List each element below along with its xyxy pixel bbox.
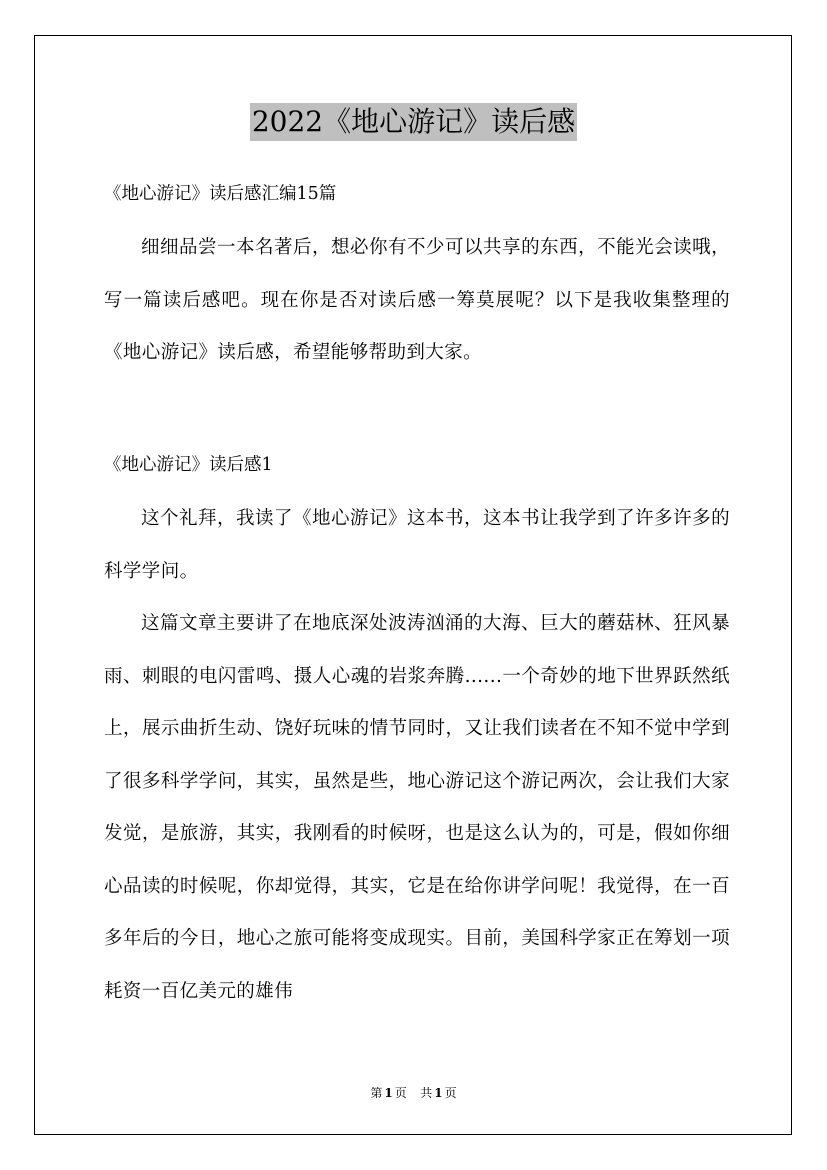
document-title: 2022《地心游记》读后感 [250,103,577,141]
section-1-paragraph-1: 这个礼拜，我读了《地心游记》这本书，这本书让我学到了许多许多的科学学问。 [104,508,730,582]
footer-total-number: 1 [434,1086,443,1100]
collection-heading: 《地心游记》读后感汇编15篇 [104,184,337,204]
footer-total-prefix: 共 [420,1086,433,1100]
footer-page-suffix: 页 [394,1086,407,1100]
intro-paragraph: 细细品尝一本名著后，想必你有不少可以共享的东西，不能光会读哦，写一篇读后感吧。现在你是否对读后感一筹莫展呢？以下是我收集整理的《地心游记》读后感，希望能够帮助到大家。 [104,237,730,363]
page-footer [0,1085,827,1101]
footer-page-number: 1 [384,1086,393,1100]
title-container [0,103,827,141]
footer-total-suffix: 页 [444,1086,457,1100]
footer-page-prefix: 第 [370,1086,383,1100]
section-1-paragraph-2: 这篇文章主要讲了在地底深处波涛汹涌的大海、巨大的蘑菇林、狂风暴雨、刺眼的电闪雷鸣、摄人心魂的岩浆奔腾......一个奇妙的地下世界跃然纸上，展示曲折生动、饶好玩味的情节同时，又让我们读者在不知不觉中学到了很多科学学问，其实，虽然是些，地心游记这个游记两次，会让我们大家发觉，是旅游，其实，我刚看的时候呀，也是这么认为的，可是，假如你细心品读的时候呢，你却觉得，其实，它是在给你讲学问呢！我觉得，在一百多年后的今日，地心之旅可能将变成现实。目前，美国科学家正在筹划一项耗资一百亿美元的雄伟 [104,613,730,1002]
section-1-heading: 《地心游记》读后感1 [104,455,273,475]
